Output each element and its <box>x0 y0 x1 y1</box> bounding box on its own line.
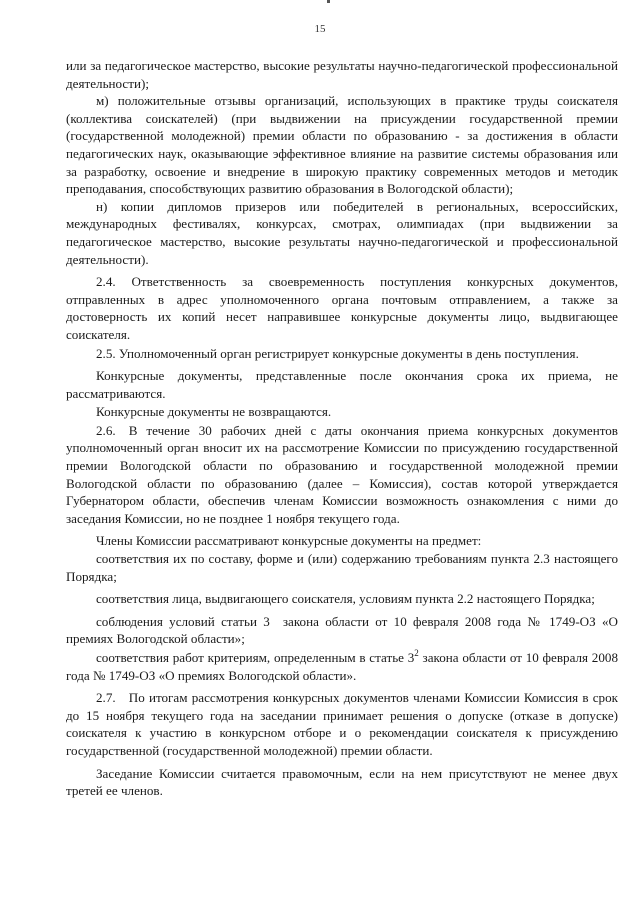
page-number: 15 <box>314 23 326 35</box>
scan-mark <box>327 0 330 3</box>
paragraph-item-n: н) копии дипломов призеров или победителей в региональных, всероссийских, международных фестивалях, конкурсах, смотрах, олимпиадах (при выдвижении за педагогическое мастерство, высокие результаты научно-педагогической и профессиональной деятельности). <box>66 198 618 267</box>
paragraph-not-returned: Конкурсные документы не возвращаются. <box>96 404 332 420</box>
paragraph-review-composition: соответствия их по составу, форме и (или) содержанию требованиям пункта 2.3 настоящего Порядка; <box>66 551 618 584</box>
criteria-text-after: закона области от 10 февраля 2008 года № 1749-ОЗ «О премиях Вологодской области». <box>66 650 618 683</box>
paragraph-2-6: 2.6. В течение 30 рабочих дней с даты окончания приема конкурсных документов уполномоченный орган вносит их на рассмотрение Комиссии по присуждению государственной премии Вологодской области по образованию и государственной молодежной премии Вологодской области по образованию (далее – Комиссия), состав которой утверждается Губернатором области, обеспечив членам Комиссии возможность ознакомления с ними до заседания Комиссии, но не позднее 1 ноября текущего года. <box>66 422 618 526</box>
paragraph-2-5: 2.5. Уполномоченный орган регистрирует конкурсные документы в день поступления. <box>96 345 579 361</box>
paragraph-review-person: соответствия лица, выдвигающего соискателя, условиям пункта 2.2 настоящего Порядка; <box>96 591 595 607</box>
paragraph-2-7: 2.7. По итогам рассмотрения конкурсных документов членами Комиссии Комиссия в срок до 15 ноября текущего года на заседании принимает решения о допуске (отказе в допуске) соискателя к участию в конкурсном отборе и о рекомендации соискателя к присуждению государственной (государственной молодежной) премии области. <box>66 690 618 758</box>
superscript-2: 2 <box>414 647 419 658</box>
paragraph-quorum: Заседание Комиссии считается правомочным, если на нем присутствуют не менее двух третей ее членов. <box>66 765 618 799</box>
paragraph-2-4: 2.4. Ответственность за своевременность поступления конкурсных документов, отправленных в адрес уполномоченного органа почтовым отправлением, а также за достоверность их копий несет направившее конкурсные документы лицо, выдвигающее соискателя. <box>66 274 618 342</box>
paragraph-members-review: Члены Комиссии рассматривают конкурсные документы на предмет: <box>96 533 482 549</box>
body-text <box>66 57 618 800</box>
paragraph-item-m: м) положительные отзывы организаций, использующих в практике труды соискателя (коллектива соискателей) (при выдвижении на присуждении государственной премии (государственной молодежной) премии области по образованию - за достижения в области педагогических наук, оказывающие эффективное влияние на развитие системы образования или за разработку, освоение и внедрение в широкую практику современных методов и методик преподавания, способствующих развитию образования в Вологодской области); <box>66 93 618 197</box>
paragraph-late-documents: Конкурсные документы, представленные после окончания срока их приема, не рассматриваются. <box>66 368 618 401</box>
paragraph-review-conditions: соблюдения условий статьи 3 закона области от 10 февраля 2008 года № 1749-ОЗ «О премиях Вологодской области»; <box>66 613 618 647</box>
criteria-text-before: соответствия работ критериям, определенным в статье 3 <box>96 650 415 665</box>
paragraph-review-criteria <box>66 649 618 684</box>
paragraph-continuation: или за педагогическое мастерство, высокие результаты научно-педагогической профессиональной деятельности); <box>66 58 618 91</box>
